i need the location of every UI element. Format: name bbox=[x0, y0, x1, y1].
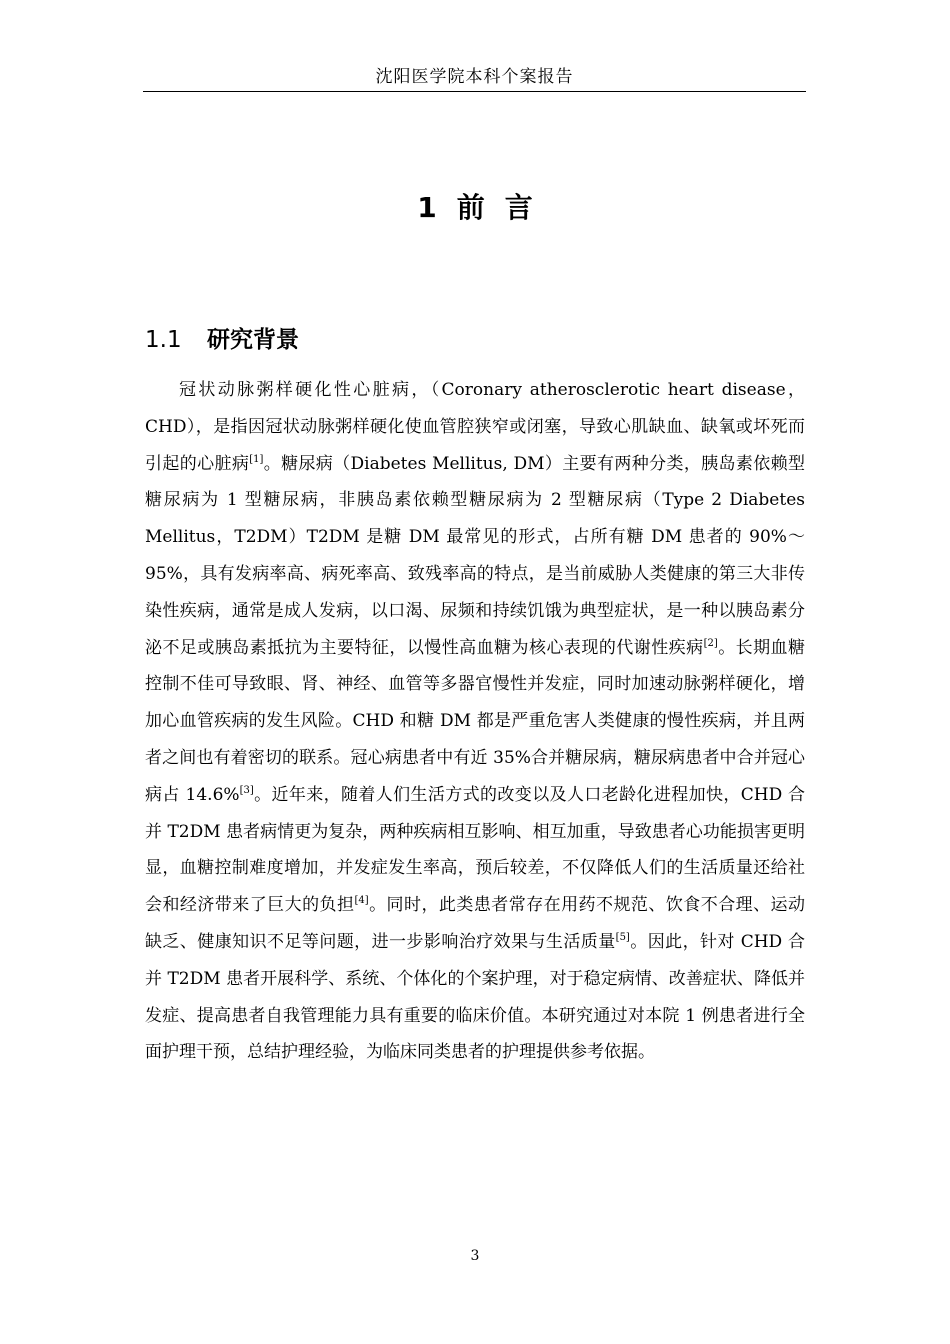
citation-3: [3] bbox=[239, 784, 254, 796]
chapter-title-part2: 言 bbox=[504, 191, 533, 224]
body-paragraph bbox=[145, 372, 805, 1071]
body-segment-5: 。同时，此类患者常存在用药不规范、饮食不合理、运动缺乏、健康知识不足等问题，进一步影响治疗效果与生活质量 bbox=[145, 895, 806, 952]
section-number: 1.1 bbox=[145, 327, 182, 353]
body-segment-2: 。糖尿病（Diabetes Mellitus, DM）主要有两种分类，胰岛素依赖型糖尿病为 1 型糖尿病，非胰岛素依赖型糖尿病为 2 型糖尿病（Type 2 Diabetes Mellitus，T2DM）T2DM 是糖 DM 最常见的形式，占所有糖 DM 患者的 90%～95%，具有发病率高、病死率高、致残率高的特点，是当前威胁人类健康的第三大非传染性疾病，通常是成人发病，以口渴、尿频和持续饥饿为典型症状，是一种以胰岛素分泌不足或胰岛素抵抗为主要特征，以慢性高血糖为核心表现的代谢性疾病 bbox=[145, 453, 806, 658]
citation-5: [5] bbox=[615, 931, 630, 943]
citation-1: [1] bbox=[249, 453, 264, 465]
body-segment-6: 。因此，针对 CHD 合并 T2DM 患者开展科学、系统、个体化的个案护理，对于稳定病情、改善症状、降低并发症、提高患者自我管理能力具有重要的临床价值。本研究通过对本院 1 例患者进行全面护理干预，总结护理经验，为临床同类患者的护理提供参考依据。 bbox=[145, 931, 806, 1063]
body-segment-1: 冠状动脉粥样硬化性心脏病，（Coronary atherosclerotic heart disease，CHD），是指因冠状动脉粥样硬化使血管腔狭窄或闭塞，导致心肌缺血、缺氧或坏死而引起的心脏病 bbox=[145, 380, 805, 474]
header-rule bbox=[143, 91, 806, 92]
citation-4: [4] bbox=[354, 895, 369, 907]
body-segment-3: 。长期血糖控制不佳可导致眼、肾、神经、血管等多器官慢性并发症，同时加速动脉粥样硬化，增加心血管疾病的发生风险。CHD 和糖 DM 都是严重危害人类健康的慢性疾病，并且两者之间也有着密切的联系。冠心病患者中有近 35%合并糖尿病，糖尿病患者中合并冠心病占 14.6% bbox=[145, 637, 806, 805]
chapter-title-part1: 前 bbox=[456, 191, 485, 224]
body-segment-4: 。近年来，随着人们生活方式的改变以及人口老龄化进程加快，CHD 合并 T2DM 患者病情更为复杂，两种疾病相互影响、相互加重，导致患者心功能损害更明显，血糖控制难度增加，并发症发生率高，预后较差，不仅降低人们的生活质量还给社会和经济带来了巨大的负担 bbox=[145, 784, 805, 916]
section-heading bbox=[145, 322, 299, 358]
chapter-title bbox=[0, 188, 950, 228]
citation-2: [2] bbox=[703, 637, 718, 649]
chapter-number: 1 bbox=[417, 191, 437, 224]
section-title: 研究背景 bbox=[207, 327, 299, 353]
page-header-title: 沈阳医学院本科个案报告 bbox=[375, 67, 574, 87]
page-number: 3 bbox=[470, 1248, 480, 1264]
